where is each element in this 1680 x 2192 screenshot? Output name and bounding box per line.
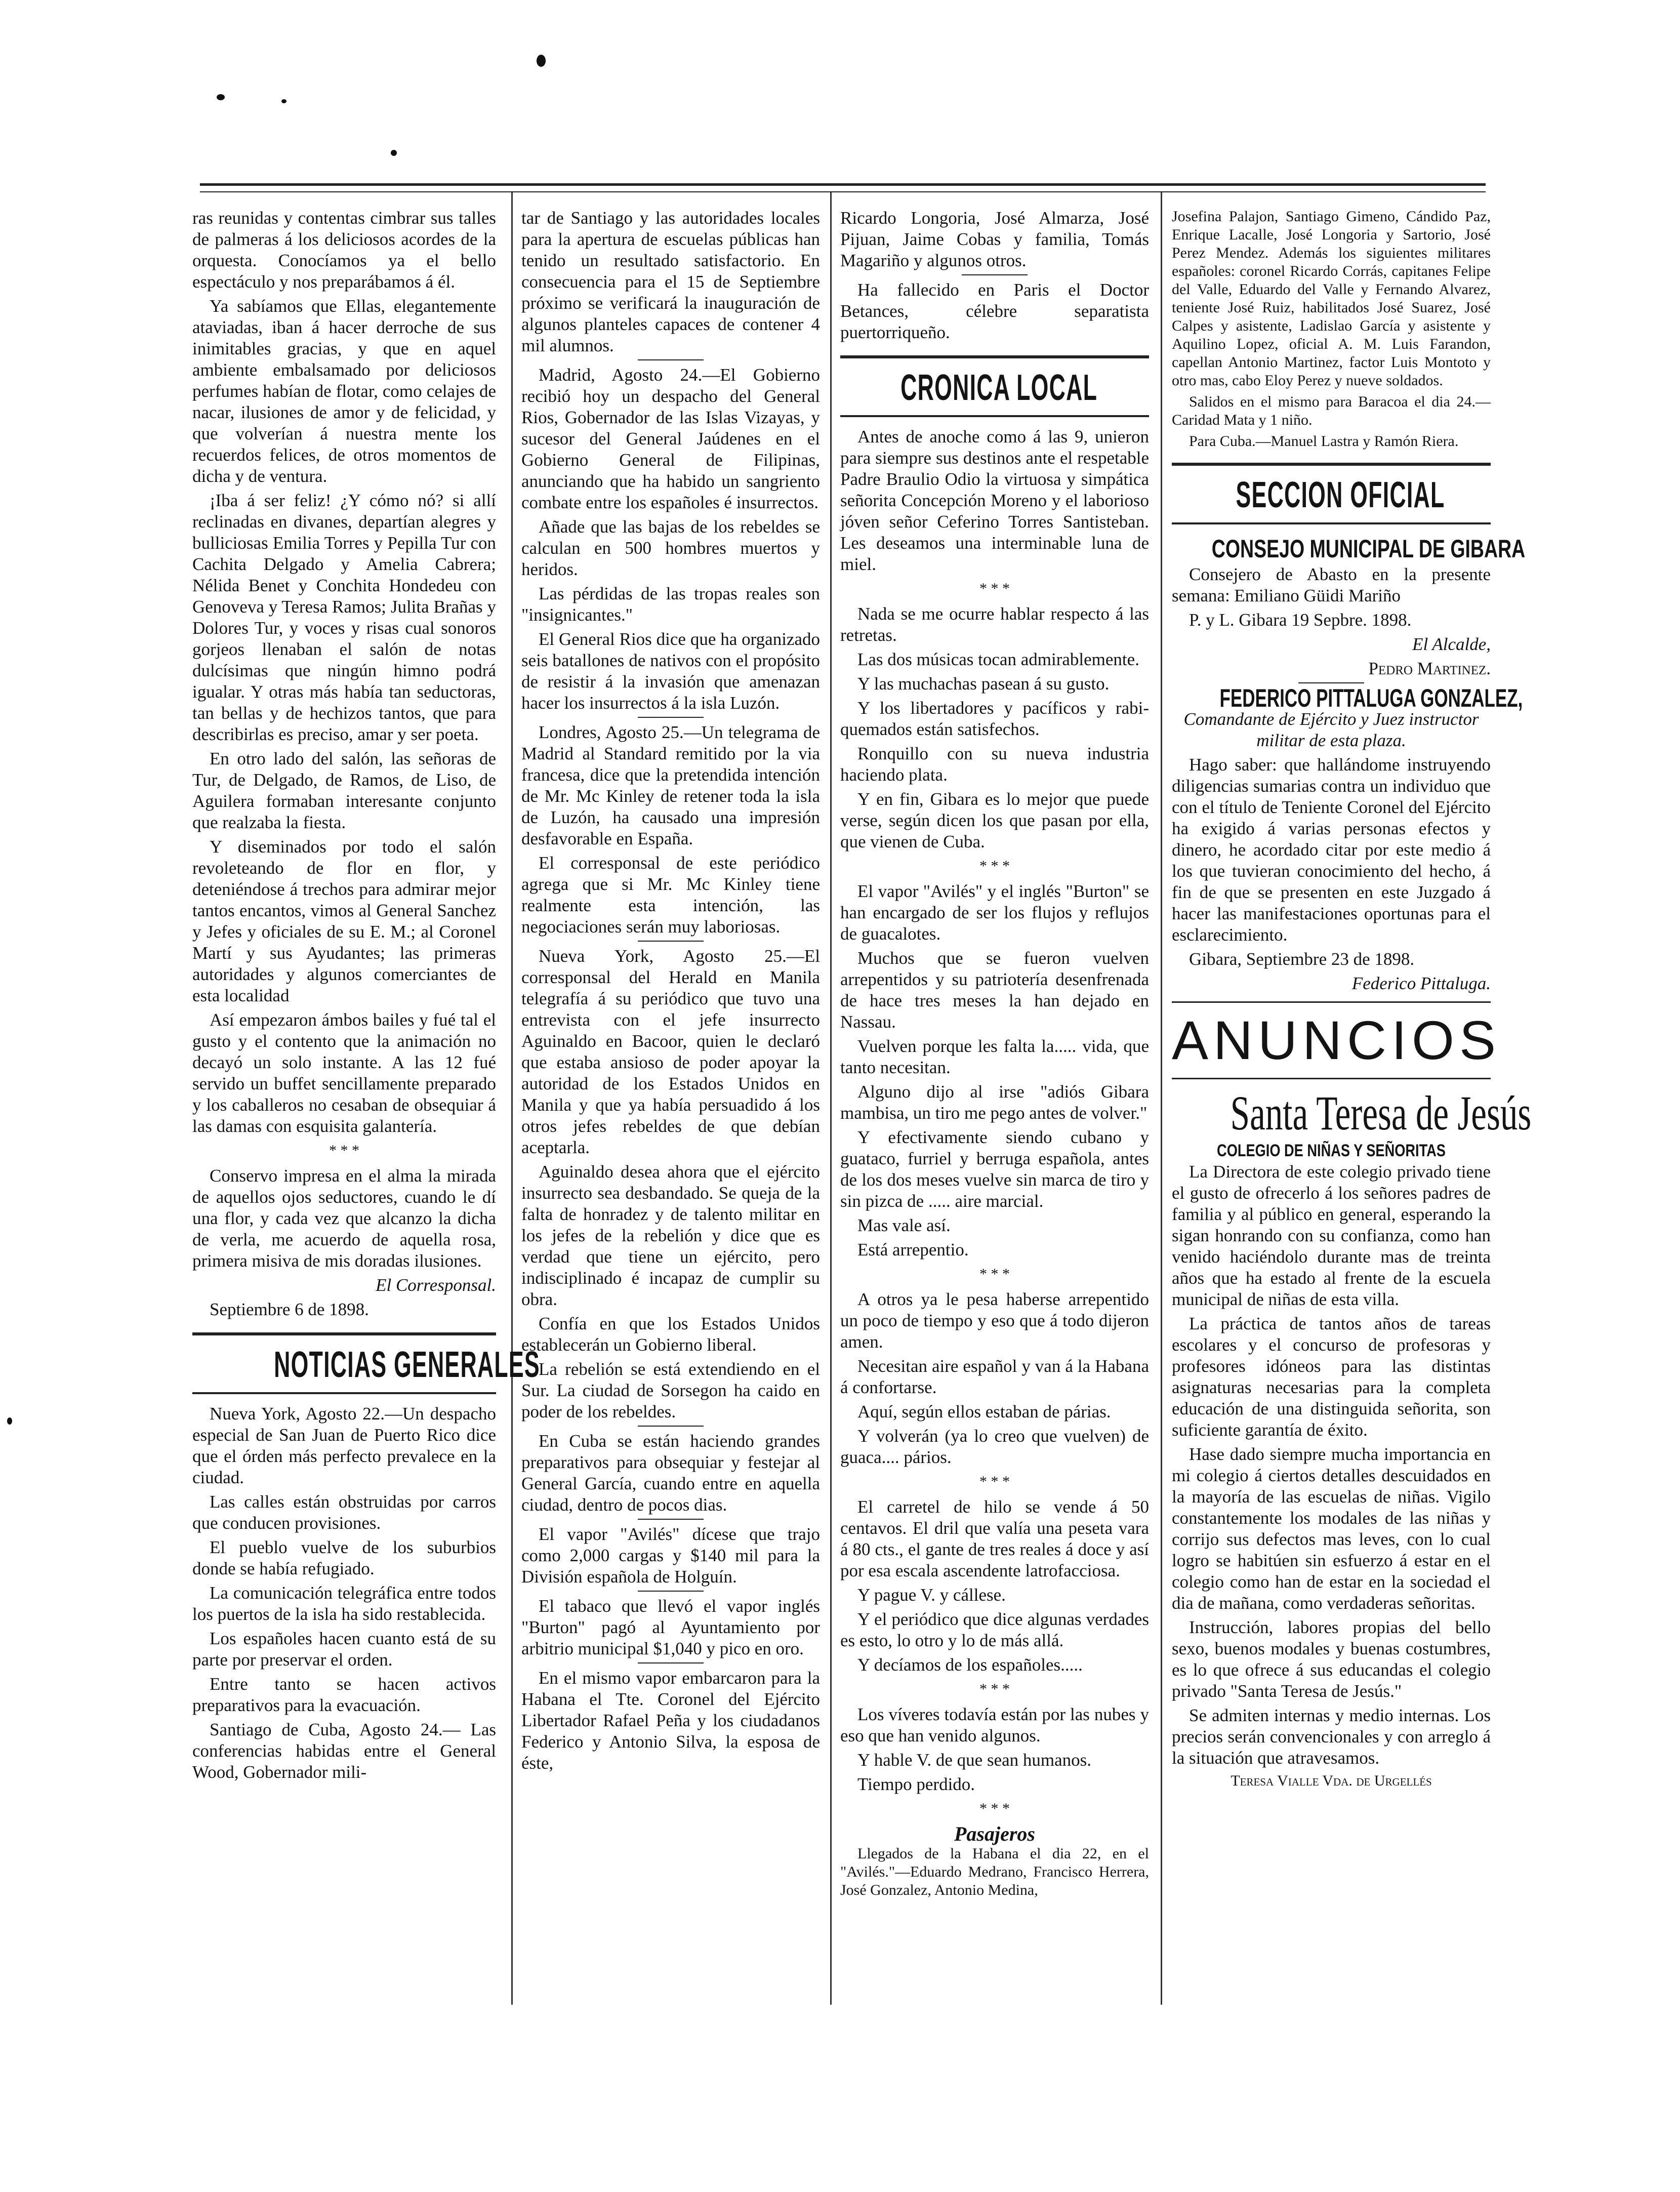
notice-text: P. y L. Gibara 19 Sepbre. 1898.: [1189, 610, 1412, 630]
column-4: [1172, 208, 1532, 1790]
column-3: [840, 208, 1149, 1902]
news-item: Los españoles hacen cuanto está de su parte por preservar el orden.: [192, 1629, 496, 1670]
section-header: [1172, 463, 1491, 524]
ad-text: La Directora de este colegio privado tiene el gusto de ofrecerlo á los señores padres de familia y al público en general, esperando la sigan honrando con su confianza, como han venido haciéndolo durante mas de treinta años que ha estado al frente de la escuela municipal de niñas de esta villa.: [1172, 1162, 1491, 1309]
item-separator: [638, 1519, 704, 1520]
local-item: Nada se me ocurre hablar respecto á las retretas.: [840, 604, 1149, 645]
section-rule: [1172, 1001, 1491, 1003]
judge-title: Comandante de Ejército y Juez instructor militar de esta plaza.: [1183, 709, 1479, 750]
local-item: Las dos músicas tocan admirablemente.: [857, 650, 1139, 669]
item-separator: [638, 1591, 704, 1592]
article-paragraph: ¡Iba á ser feliz! ¿Y cómo nó? si allí reclinadas en divanes, departían alegres y bulliciosas Emilia Torres y Pepilla Tur con Cachita Delgado y Amelia Cabrera; Nélida Benet y Conchita Hondedeu con Genoveva y Teresa Ramos; Julita Brañas y Dolores Tur, y voces y risas cual sonoros gorjeos llenaban el salón de notas dulcísimas que ningún himno podrá igualar. Y otras más había tan seductoras, tan bellas y de hechizos tantos, que para describirlas es preciso, amar y ser poeta.: [192, 491, 496, 744]
news-item: El corresponsal de este periódico agrega que si Mr. Mc Kinley tiene realmente esta intención, las negociaciones serán muy laboriosas.: [521, 853, 820, 937]
section-header: [192, 1332, 540, 1394]
item-separator: [638, 1662, 704, 1663]
local-item: Tiempo perdido.: [857, 1774, 975, 1794]
news-item: Ha fallecido en Paris el Doctor Betances, célebre separatista puertorriqueño.: [840, 280, 1149, 342]
passengers-list: Llegados de la Habana el dia 22, en el "Avilés."—Eduardo Medrano, Francisco Herrera, José Gonzalez, Antonio Medina,: [840, 1845, 1149, 1898]
local-item: Antes de anoche como á las 9, unieron para siempre sus destinos ante el respetable Padre Braulio Odio la virtuosa y simpática señorita Concepción Moreno y el laborioso jóven señor Ceferino Torres Santisteban. Les deseamos una interminable luna de miel.: [840, 427, 1149, 574]
news-item: El pueblo vuelve de los suburbios donde se había refugiado.: [192, 1537, 496, 1578]
ink-speck: [281, 99, 286, 103]
column-divider: [1161, 192, 1162, 2005]
news-item: Aguinaldo desea ahora que el ejército insurrecto sea desbandado. Se queja de la falta de honradez y de talento militar en los jefes de la rebelión y dice que es verdad que tiene un ejército, pero indisciplinado é incapaz de cumplir su obra.: [521, 1162, 820, 1309]
local-item: Ronquillo con su nueva industria haciendo plata.: [840, 744, 1149, 785]
local-item: Y el periódico que dice algunas verdades es esto, lo otro y lo de más allá.: [840, 1609, 1149, 1650]
local-item: Muchos que se fueron vuelven arrepentidos y su patriotería desenfrenada de hace tres meses la han dejado en Nassau.: [840, 948, 1149, 1032]
notice-text: Consejero de Abasto en la presente semana: Emiliano Güidi Mariño: [1172, 564, 1491, 605]
notice-text: Gibara, Septiembre 23 de 1898.: [1189, 949, 1415, 969]
passengers-list: Salidos en el mismo para Baracoa el dia 24.—Caridad Mata y 1 niño.: [1172, 393, 1491, 428]
section-title: NOTICIAS GENERALES: [274, 1345, 540, 1385]
news-item: El vapor "Avilés" dícese que trajo como 2,000 cargas y $140 mil para la División española de Holguín.: [521, 1524, 820, 1587]
section-asterisks: * * *: [979, 1681, 1010, 1697]
column-divider: [511, 192, 513, 2005]
news-item: En el mismo vapor embarcaron para la Habana el Tte. Coronel del Ejército Libertador Rafael Peña y los ciudadanos Federico y Antonio Silva, la esposa de éste,: [521, 1668, 820, 1773]
news-item: Las pérdidas de las tropas reales son "insignicantes.": [521, 584, 820, 625]
ink-speck: [217, 94, 225, 100]
article-paragraph: Y diseminados por todo el salón revoleteando de flor en flor, y deteniéndose á trechos para admirar mejor tantos encantos, vimos al General Sanchez y Jefes y oficiales de su E. M.; al Coronel Martí y sus Ayudantes; las primeras autoridades y algunos comerciantes de esta localidad: [192, 837, 496, 1005]
article-date: Septiembre 6 de 1898.: [210, 1300, 369, 1319]
ad-text: La práctica de tantos años de tareas escolares y el concurso de profesoras y profesores idóneos para las distintas asignaturas necesarias para la completa educación de una distinguida señorita, son suficiente garantía de éxito.: [1172, 1314, 1491, 1440]
passengers-list: Josefina Palajon, Santiago Gimeno, Cándido Paz, Enrique Lacalle, José Longoria y Sartorio, José Perez Mendez. Además los siguientes militares españoles: coronel Ricardo Corrás, capitanes Felipe del Valle, Eduardo del Valle y Fernando Alvarez, teniente José Ruiz, habilitados José Suarez, José Calpes y asistente, Ladislao García y asistente y Aquilino Lopez, oficial A. M. Luis Farandon, capellan Antonio Martinez, factor Luis Montoto y otro mas, cabo Eloy Perez y nueve soldados.: [1172, 208, 1491, 389]
ad-title-wrap: [1172, 1086, 1532, 1140]
local-item: Mas vale así.: [857, 1215, 951, 1235]
local-item: Los víveres todavía están por las nubes y eso que han venido algunos.: [840, 1704, 1149, 1746]
ad-text: Se admiten internas y medio internas. Los precios serán convencionales y con arreglo á la situación que atravesamos.: [1172, 1706, 1491, 1768]
local-item: El carretel de hilo se vende á 50 centavos. El dril que valía una peseta vara á 80 cts., el gante de tres reales á doce y así por esa escala ascendente latrofacciosa.: [840, 1497, 1149, 1580]
ink-speck: [7, 1417, 12, 1425]
news-item: El tabaco que llevó el vapor inglés "Burton" pagó al Ayuntamiento por arbitrio municipal $1,040 y pico en oro.: [521, 1596, 820, 1658]
judge-name-heading: FEDERICO PITTALUGA GONZALEZ,: [1219, 684, 1523, 712]
header-rule: [200, 183, 1486, 186]
local-item: Y en fin, Gibara es lo mejor que puede verse, según dicen los que pasan por ella, que vienen de Cuba.: [840, 789, 1149, 851]
local-item: Aquí, según ellos estaban de párias.: [857, 1402, 1111, 1422]
news-item: Confía en que los Estados Unidos establecerán un Gobierno liberal.: [521, 1314, 820, 1355]
article-paragraph: En otro lado del salón, las señoras de Tur, de Delgado, de Ramos, de Liso, de Aguilera formaban interesante conjunto que realzaba la fiesta.: [192, 749, 496, 832]
local-item: A otros ya le pesa haberse arrepentido un poco de tiempo y eso que á todo dijeron amen.: [840, 1289, 1149, 1352]
section-asterisks: * * *: [979, 1473, 1010, 1490]
news-item: Londres, Agosto 25.—Un telegrama de Madrid al Standard remitido por la via francesa, dice que la pretendida intención de Mr. Mc Kinley de retener toda la isla de Luzón, ha causado una impresión desfavorable en España.: [521, 722, 820, 848]
local-item: Y los libertadores y pacíficos y rabi-quemados están satisfechos.: [840, 698, 1149, 739]
ad-signature: Teresa Vialle Vda. de Urgellés: [1231, 1772, 1432, 1789]
news-item: Nueva York, Agosto 22.—Un despacho especial de San Juan de Puerto Rico dice que el órden más perfecto prevalece en la ciudad.: [192, 1404, 496, 1487]
news-item: Entre tanto se hacen activos preparativos para la evacuación.: [192, 1674, 496, 1715]
news-item: El General Rios dice que ha organizado seis batallones de nativos con el propósito de resistir á la invasión que amenazan hacer los insurrectos á la isla Luzón.: [521, 629, 820, 713]
article-paragraph: Ya sabíamos que Ellas, elegantemente ataviadas, iban á hacer derroche de sus inimitables gracias, y que en aquel ambiente embalsamado por deliciosos perfumes habían de flotar, como celajes de nacar, ilusiones de amor y de felicidad, y que volverían á nuestra mente los recuerdos felices, de otros momentos de dicha y de ventura.: [192, 296, 496, 486]
news-item: Santiago de Cuba, Agosto 24.— Las conferencias habidas entre el General Wood, Gobernador mili-: [192, 1720, 496, 1782]
ads-heading: ANUNCIOS: [1172, 1009, 1501, 1071]
notice-signature-name: Pedro Martinez.: [1368, 659, 1491, 678]
article-paragraph: Conservo impresa en el alma la mirada de aquellos ojos seductores, cuando le dí una flor, y cada vez que alcanzo la dicha de verla, me acuerdo de aquella rosa, primera misiva de mis doradas ilusiones.: [192, 1166, 496, 1271]
news-item: Nueva York, Agosto 25.—El corresponsal del Herald en Manila telegrafía á su periódico que tuvo una entrevista con el jefe insurrecto Aguinaldo en Bacoor, quien le declaró que estaba ansioso de poder apoyar la autoridad de los Estados Unidos en Manila y que ya había persuadido á los otros jefes rebeldes de que debían aceptarla.: [521, 946, 820, 1157]
section-asterisks: * * *: [979, 580, 1010, 597]
notice-signature-title: El Alcalde,: [1412, 634, 1491, 654]
local-item: El vapor "Avilés" y el inglés "Burton" se han encargado de ser los flujos y reflujos de guacalotes.: [840, 881, 1149, 944]
news-item: Madrid, Agosto 24.—El Gobierno recibió hoy un despacho del General Rios, Gobernador de las Islas Vizayas, y sucesor del General Jaúdenes en el Gobierno General de Filipinas, anunciando que ha habido un sangriento combate entre los españoles é insurrectos.: [521, 365, 820, 512]
news-item: Ricardo Longoria, José Almarza, José Pijuan, Jaime Cobas y familia, Tomás Magariño y algunos otros.: [840, 208, 1149, 270]
local-item: Y las muchachas pasean á su gusto.: [857, 674, 1110, 694]
local-item: Está arrepentio.: [857, 1240, 969, 1260]
news-item: tar de Santiago y las autoridades locales para la apertura de escuelas públicas han tenido un resultado satisfactorio. En consecuencia para el 15 de Septiembre próximo se verificará la inauguración de algunos planteles capaces de contener 4 mil alumnos.: [521, 208, 820, 355]
local-item: Necesitan aire español y van á la Habana á confortarse.: [840, 1356, 1149, 1397]
item-separator: [638, 359, 704, 360]
section-asterisks: * * *: [329, 1142, 359, 1159]
local-item: Y volverán (ya lo creo que vuelven) de guaca.... pários.: [840, 1426, 1149, 1467]
ink-speck: [391, 150, 397, 156]
section-asterisks: * * *: [979, 1266, 1010, 1282]
ink-speck: [537, 55, 546, 67]
article-signature: El Corresponsal.: [376, 1275, 496, 1295]
column-2: [521, 208, 820, 1777]
item-separator: [638, 941, 704, 942]
ad-subtitle: COLEGIO DE NIÑAS Y SEÑORITAS: [1217, 1141, 1446, 1160]
section-title: CRONICA LOCAL: [900, 368, 1098, 408]
ad-text: Instrucción, labores propias del bello sexo, buenos modales y buenas costumbres, es lo que ofrece á sus educandas el colegio privado "Santa Teresa de Jesús.": [1172, 1617, 1491, 1701]
article-paragraph: Así empezaron ámbos bailes y fué tal el gusto y el contento que la animación no decayó un solo instante. A las 12 fué servido un buffet sencillamente preparado y los caballeros no cesaban de obsequiar á las damas con esquisita galantería.: [192, 1010, 496, 1136]
local-item: Y efectivamente siendo cubano y guataco, furriel y berruga española, antes de los dos meses vuelve sin marca de tiro y sin pizca de ..... aire marcial.: [840, 1127, 1149, 1211]
item-separator: [1298, 682, 1364, 683]
section-title: SECCION OFICIAL: [1236, 475, 1445, 515]
news-item: Las calles están obstruidas por carros que conducen provisiones.: [192, 1492, 496, 1533]
column-1: [192, 208, 540, 1786]
notice-signature: Federico Pittaluga.: [1351, 973, 1491, 993]
passengers-heading: Pasajeros: [954, 1822, 1035, 1845]
local-item: Vuelven porque les falta la..... vida, que tanto necesitan.: [840, 1036, 1149, 1077]
news-item: En Cuba se están haciendo grandes preparativos para obsequiar y festejar al General García, cuando entre en aquella ciudad, dentro de pocos dias.: [521, 1431, 820, 1515]
local-item: Y hable V. de que sean humanos.: [857, 1750, 1092, 1770]
news-item: La rebelión se está extendiendo en el Sur. La ciudad de Sorsegon ha caido en poder de los rebeldes.: [521, 1359, 820, 1422]
news-item: Añade que las bajas de los rebeldes se calculan en 500 hombres muertos y heridos.: [521, 517, 820, 579]
council-heading: CONSEJO MUNICIPAL DE GIBARA: [1211, 535, 1526, 563]
section-asterisks: * * *: [979, 1800, 1010, 1817]
section-asterisks: * * *: [979, 858, 1010, 874]
ad-text: Hase dado siempre mucha importancia en mi colegio á ciertos detalles descuidados en la mayoría de las escuelas de niñas. Vigilo constantemente los modales de las niñas y corrijo sus defectos mas leves, con lo cual logro se habitúen sin esfuerzo á estar en el colegio como han de estar en la sociedad el dia de mañana, como verdaderas señoritas.: [1172, 1444, 1491, 1613]
local-item: Alguno dijo al irse "adiós Gibara mambisa, un tiro me pego antes de volver.": [840, 1082, 1149, 1123]
local-item: Y decíamos de los españoles.....: [857, 1655, 1083, 1675]
section-rule: [1172, 1078, 1491, 1079]
column-divider: [830, 192, 832, 2005]
item-separator: [638, 1426, 704, 1427]
notice-text: Hago saber: que hallándome instruyendo diligencias sumarias contra un individuo que con el título de Teniente Coronel del Ejército ha exigido á varias personas efectos y dinero, he acordado citar por este medio á los que tuvieran conocimiento del hecho, á fin de que se presenten en este Juzgado á hacer las manifestaciones oportunas para el esclarecimiento.: [1172, 755, 1491, 945]
item-separator: [638, 717, 704, 718]
news-item: La comunicación telegráfica entre todos los puertos de la isla ha sido restablecida.: [192, 1583, 496, 1624]
header-rule-thin: [200, 191, 1486, 192]
item-separator: [962, 274, 1028, 275]
local-item: Y pague V. y cállese.: [857, 1585, 1006, 1605]
ad-title: Santa Teresa de Jesús: [1230, 1086, 1532, 1140]
passengers-list: Para Cuba.—Manuel Lastra y Ramón Riera.: [1189, 433, 1459, 450]
section-header: [840, 355, 1149, 417]
article-paragraph: ras reunidas y contentas cimbrar sus talles de palmeras á los deliciosos acordes de la orquesta. Conocíamos ya el bello espectáculo y nos preparábamos á él.: [192, 208, 496, 292]
